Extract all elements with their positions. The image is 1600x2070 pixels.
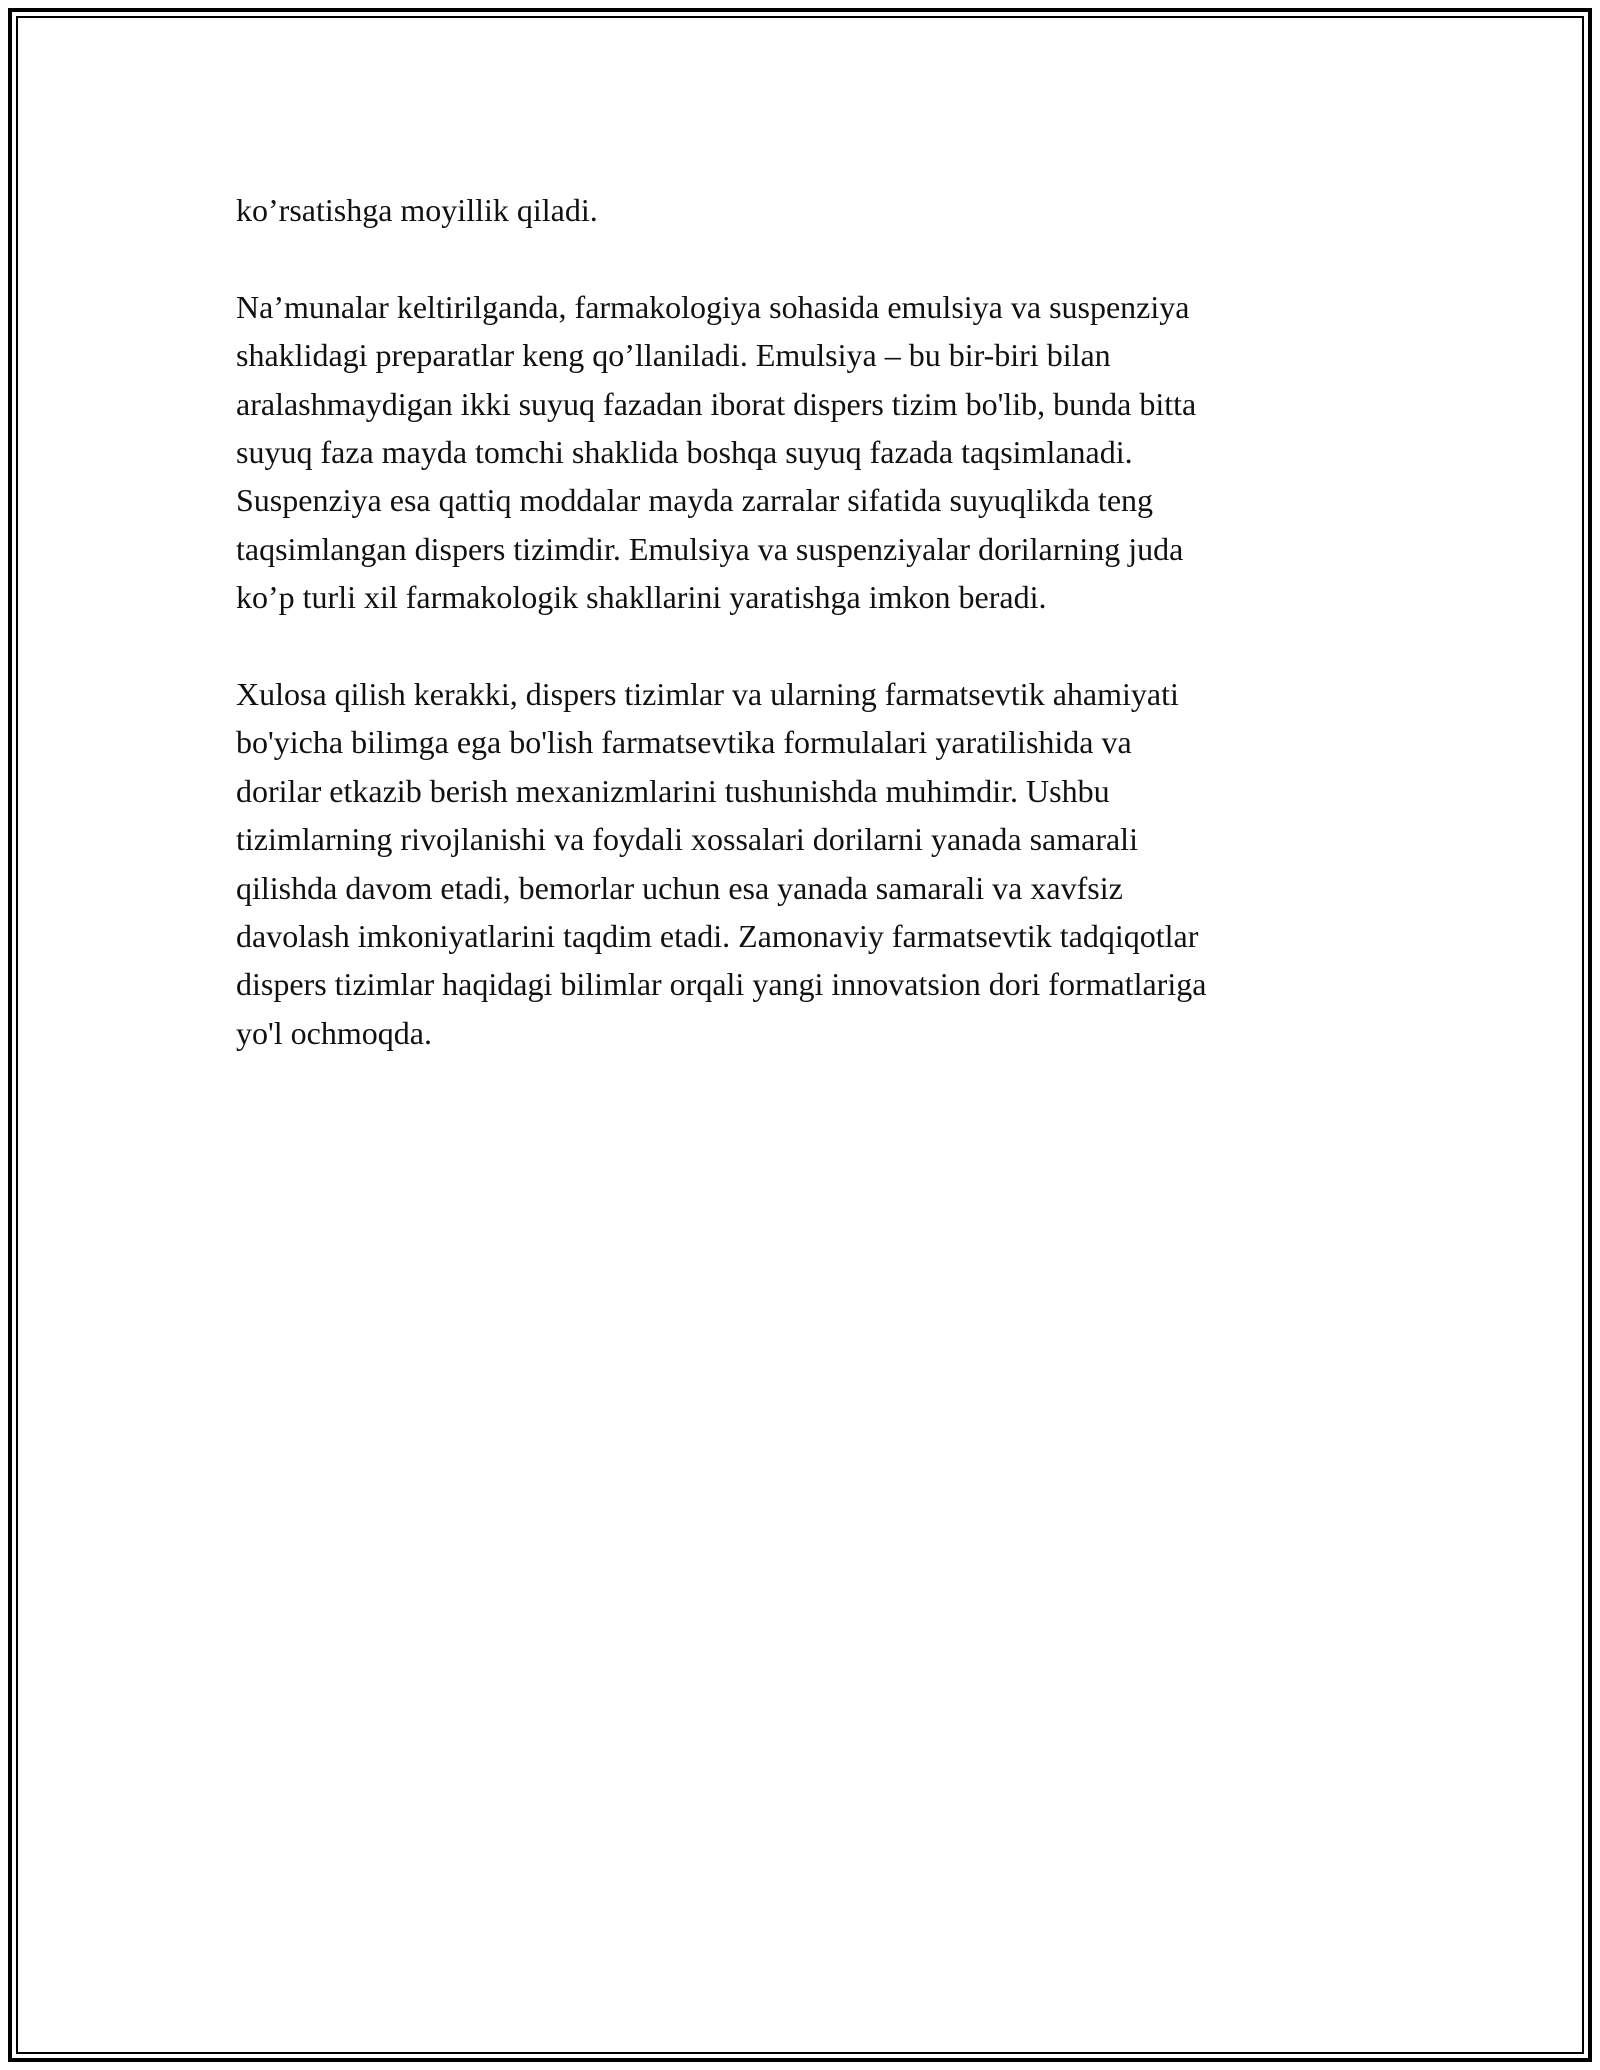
text-line: ko’p turli xil farmakologik shakllarini yaratishga imkon beradi. [236,579,1047,616]
paragraph-continuation [236,186,1356,234]
text-line: shaklidagi preparatlar keng qo’llaniladi. Emulsiya – bu bir-biri bilan [236,337,1111,374]
text-line: tizimlarning rivojlanishi va foydali xossalari dorilarni yanada samarali [236,821,1138,858]
document-body [236,186,1356,1106]
paragraph-emulsion-suspension [236,283,1356,622]
text-line: ko’rsatishga moyillik qiladi. [236,192,598,228]
text-line: Suspenziya esa qattiq moddalar mayda zarralar sifatida suyuqlikda teng [236,482,1154,519]
text-line: davolash imkoniyatlarini taqdim etadi. Zamonaviy farmatsevtik tadqiqotlar [236,918,1199,955]
text-line: suyuq faza mayda tomchi shaklida boshqa suyuq fazada taqsimlanadi. [236,434,1133,471]
text-line: Na’munalar keltirilganda, farmakologiya sohasida emulsiya va suspenziya [236,288,1190,325]
paragraph-conclusion [236,670,1356,1057]
text-line: dispers tizimlar haqidagi bilimlar orqali yangi innovatsion dori formatlariga [236,966,1207,1003]
text-line: yo'l ochmoqda. [236,1014,432,1051]
text-line: bo'yicha bilimga ega bo'lish farmatsevtika formulalari yaratilishida va [236,724,1132,761]
text-line: taqsimlangan dispers tizimdir. Emulsiya va suspenziyalar dorilarning juda [236,530,1184,567]
text-line: aralashmaydigan ikki suyuq fazadan iborat dispers tizim bo'lib, bunda bitta [236,385,1197,422]
text-line: qilishda davom etadi, bemorlar uchun esa yanada samarali va xavfsiz [236,869,1123,906]
text-line: Xulosa qilish kerakki, dispers tizimlar va ularning farmatsevtik ahamiyati [236,676,1179,713]
text-line: dorilar etkazib berish mexanizmlarini tushunishda muhimdir. Ushbu [236,772,1110,809]
